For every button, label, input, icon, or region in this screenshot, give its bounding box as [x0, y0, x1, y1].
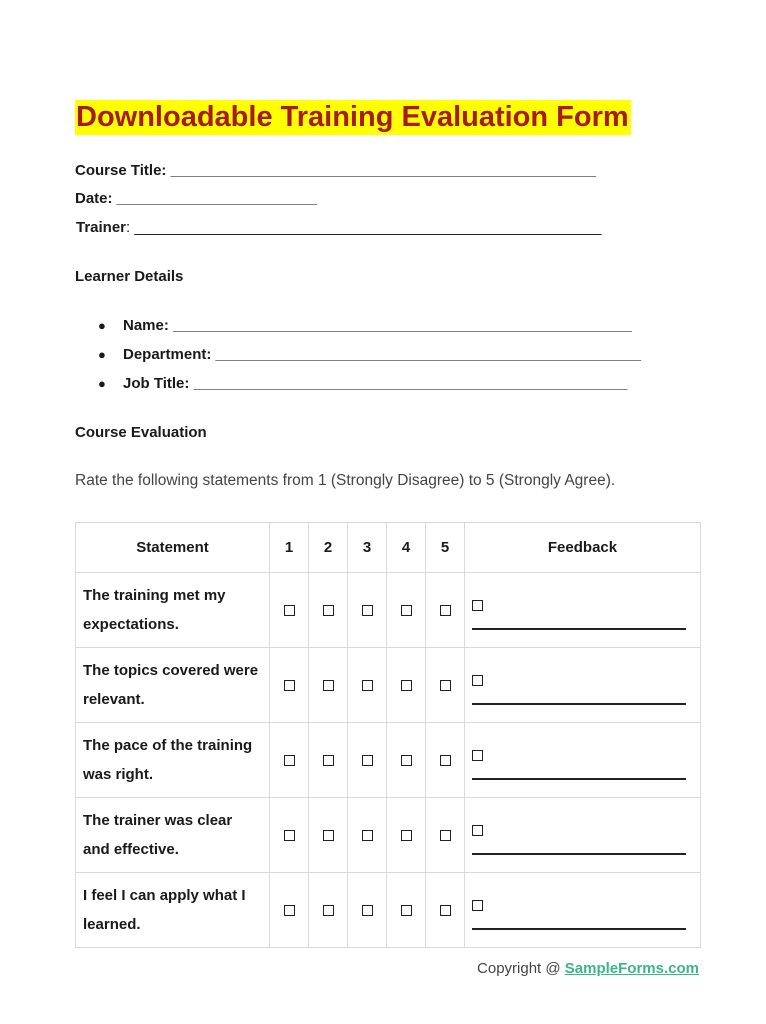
feedback-cell: [465, 648, 701, 723]
header-feedback: Feedback: [465, 523, 701, 573]
rating-3-checkbox[interactable]: [362, 680, 373, 691]
statement-cell: The trainer was clear and effective.: [76, 798, 270, 873]
statement-cell: The topics covered were relevant.: [76, 648, 270, 723]
header-rating-2: 2: [309, 523, 348, 573]
header-rating-3: 3: [348, 523, 387, 573]
rating-3-checkbox[interactable]: [362, 605, 373, 616]
learner-department-field: Department: ___________________________________________________: [123, 346, 641, 363]
list-item: [98, 316, 641, 345]
table-row: [76, 573, 701, 648]
rating-4-checkbox[interactable]: [401, 605, 412, 616]
feedback-cell: [465, 798, 701, 873]
rating-3-checkbox[interactable]: [362, 755, 373, 766]
list-item: [98, 345, 641, 374]
feedback-cell: [465, 873, 701, 948]
rating-2-checkbox[interactable]: [323, 755, 334, 766]
header-rating-5: 5: [426, 523, 465, 573]
table-row: [76, 798, 701, 873]
form-title: Downloadable Training Evaluation Form: [76, 101, 629, 133]
statement-cell: I feel I can apply what I learned.: [76, 873, 270, 948]
rating-1-checkbox[interactable]: [284, 605, 295, 616]
learner-job-title-field: Job Title: ____________________________________________________: [123, 375, 628, 392]
rating-4-checkbox[interactable]: [401, 830, 412, 841]
table-row: [76, 873, 701, 948]
feedback-checkbox[interactable]: [472, 900, 483, 911]
rating-5-checkbox[interactable]: [440, 905, 451, 916]
list-item: [98, 374, 641, 403]
rating-5-checkbox[interactable]: [440, 680, 451, 691]
learner-details-list: [98, 316, 641, 403]
rating-instruction: Rate the following statements from 1 (Strongly Disagree) to 5 (Strongly Agree).: [75, 472, 616, 489]
bullet-icon: ●: [98, 318, 106, 333]
rating-4-checkbox[interactable]: [401, 755, 412, 766]
rating-5-checkbox[interactable]: [440, 755, 451, 766]
rating-1-checkbox[interactable]: [284, 905, 295, 916]
rating-3-checkbox[interactable]: [362, 830, 373, 841]
learner-details-heading: Learner Details: [75, 268, 184, 285]
rating-1-checkbox[interactable]: [284, 755, 295, 766]
feedback-cell: [465, 723, 701, 798]
trainer-field: [76, 219, 602, 236]
feedback-line[interactable]: [472, 778, 686, 780]
learner-name-field: Name: _______________________________________________________: [123, 317, 632, 334]
bullet-icon: ●: [98, 376, 106, 391]
feedback-line[interactable]: [472, 853, 686, 855]
header-statement: Statement: [76, 523, 270, 573]
feedback-checkbox[interactable]: [472, 600, 483, 611]
rating-3-checkbox[interactable]: [362, 905, 373, 916]
feedback-line[interactable]: [472, 928, 686, 930]
feedback-line[interactable]: [472, 703, 686, 705]
rating-2-checkbox[interactable]: [323, 830, 334, 841]
feedback-checkbox[interactable]: [472, 675, 483, 686]
table-row: [76, 648, 701, 723]
course-evaluation-heading: Course Evaluation: [75, 424, 207, 441]
evaluation-table: [75, 522, 701, 948]
trainer-label: Trainer: [76, 219, 127, 236]
trainer-blank: : ________________________________________________________: [126, 219, 602, 236]
table-row: [76, 723, 701, 798]
copyright-text: Copyright @: [477, 960, 565, 977]
rating-2-checkbox[interactable]: [323, 905, 334, 916]
header-rating-4: 4: [387, 523, 426, 573]
rating-5-checkbox[interactable]: [440, 830, 451, 841]
rating-4-checkbox[interactable]: [401, 905, 412, 916]
rating-4-checkbox[interactable]: [401, 680, 412, 691]
rating-1-checkbox[interactable]: [284, 680, 295, 691]
statement-cell: The training met my expectations.: [76, 573, 270, 648]
rating-1-checkbox[interactable]: [284, 830, 295, 841]
feedback-checkbox[interactable]: [472, 825, 483, 836]
course-title-field: Course Title: ___________________________________________________: [75, 162, 597, 179]
feedback-line[interactable]: [472, 628, 686, 630]
feedback-cell: [465, 573, 701, 648]
statement-cell: The pace of the training was right.: [76, 723, 270, 798]
feedback-checkbox[interactable]: [472, 750, 483, 761]
copyright-footer: [477, 960, 699, 977]
bullet-icon: ●: [98, 347, 106, 362]
rating-2-checkbox[interactable]: [323, 680, 334, 691]
rating-2-checkbox[interactable]: [323, 605, 334, 616]
header-rating-1: 1: [270, 523, 309, 573]
sampleforms-link[interactable]: SampleForms.com: [564, 960, 699, 977]
table-header-row: [76, 523, 701, 573]
rating-5-checkbox[interactable]: [440, 605, 451, 616]
date-field: Date: ________________________: [75, 190, 317, 207]
